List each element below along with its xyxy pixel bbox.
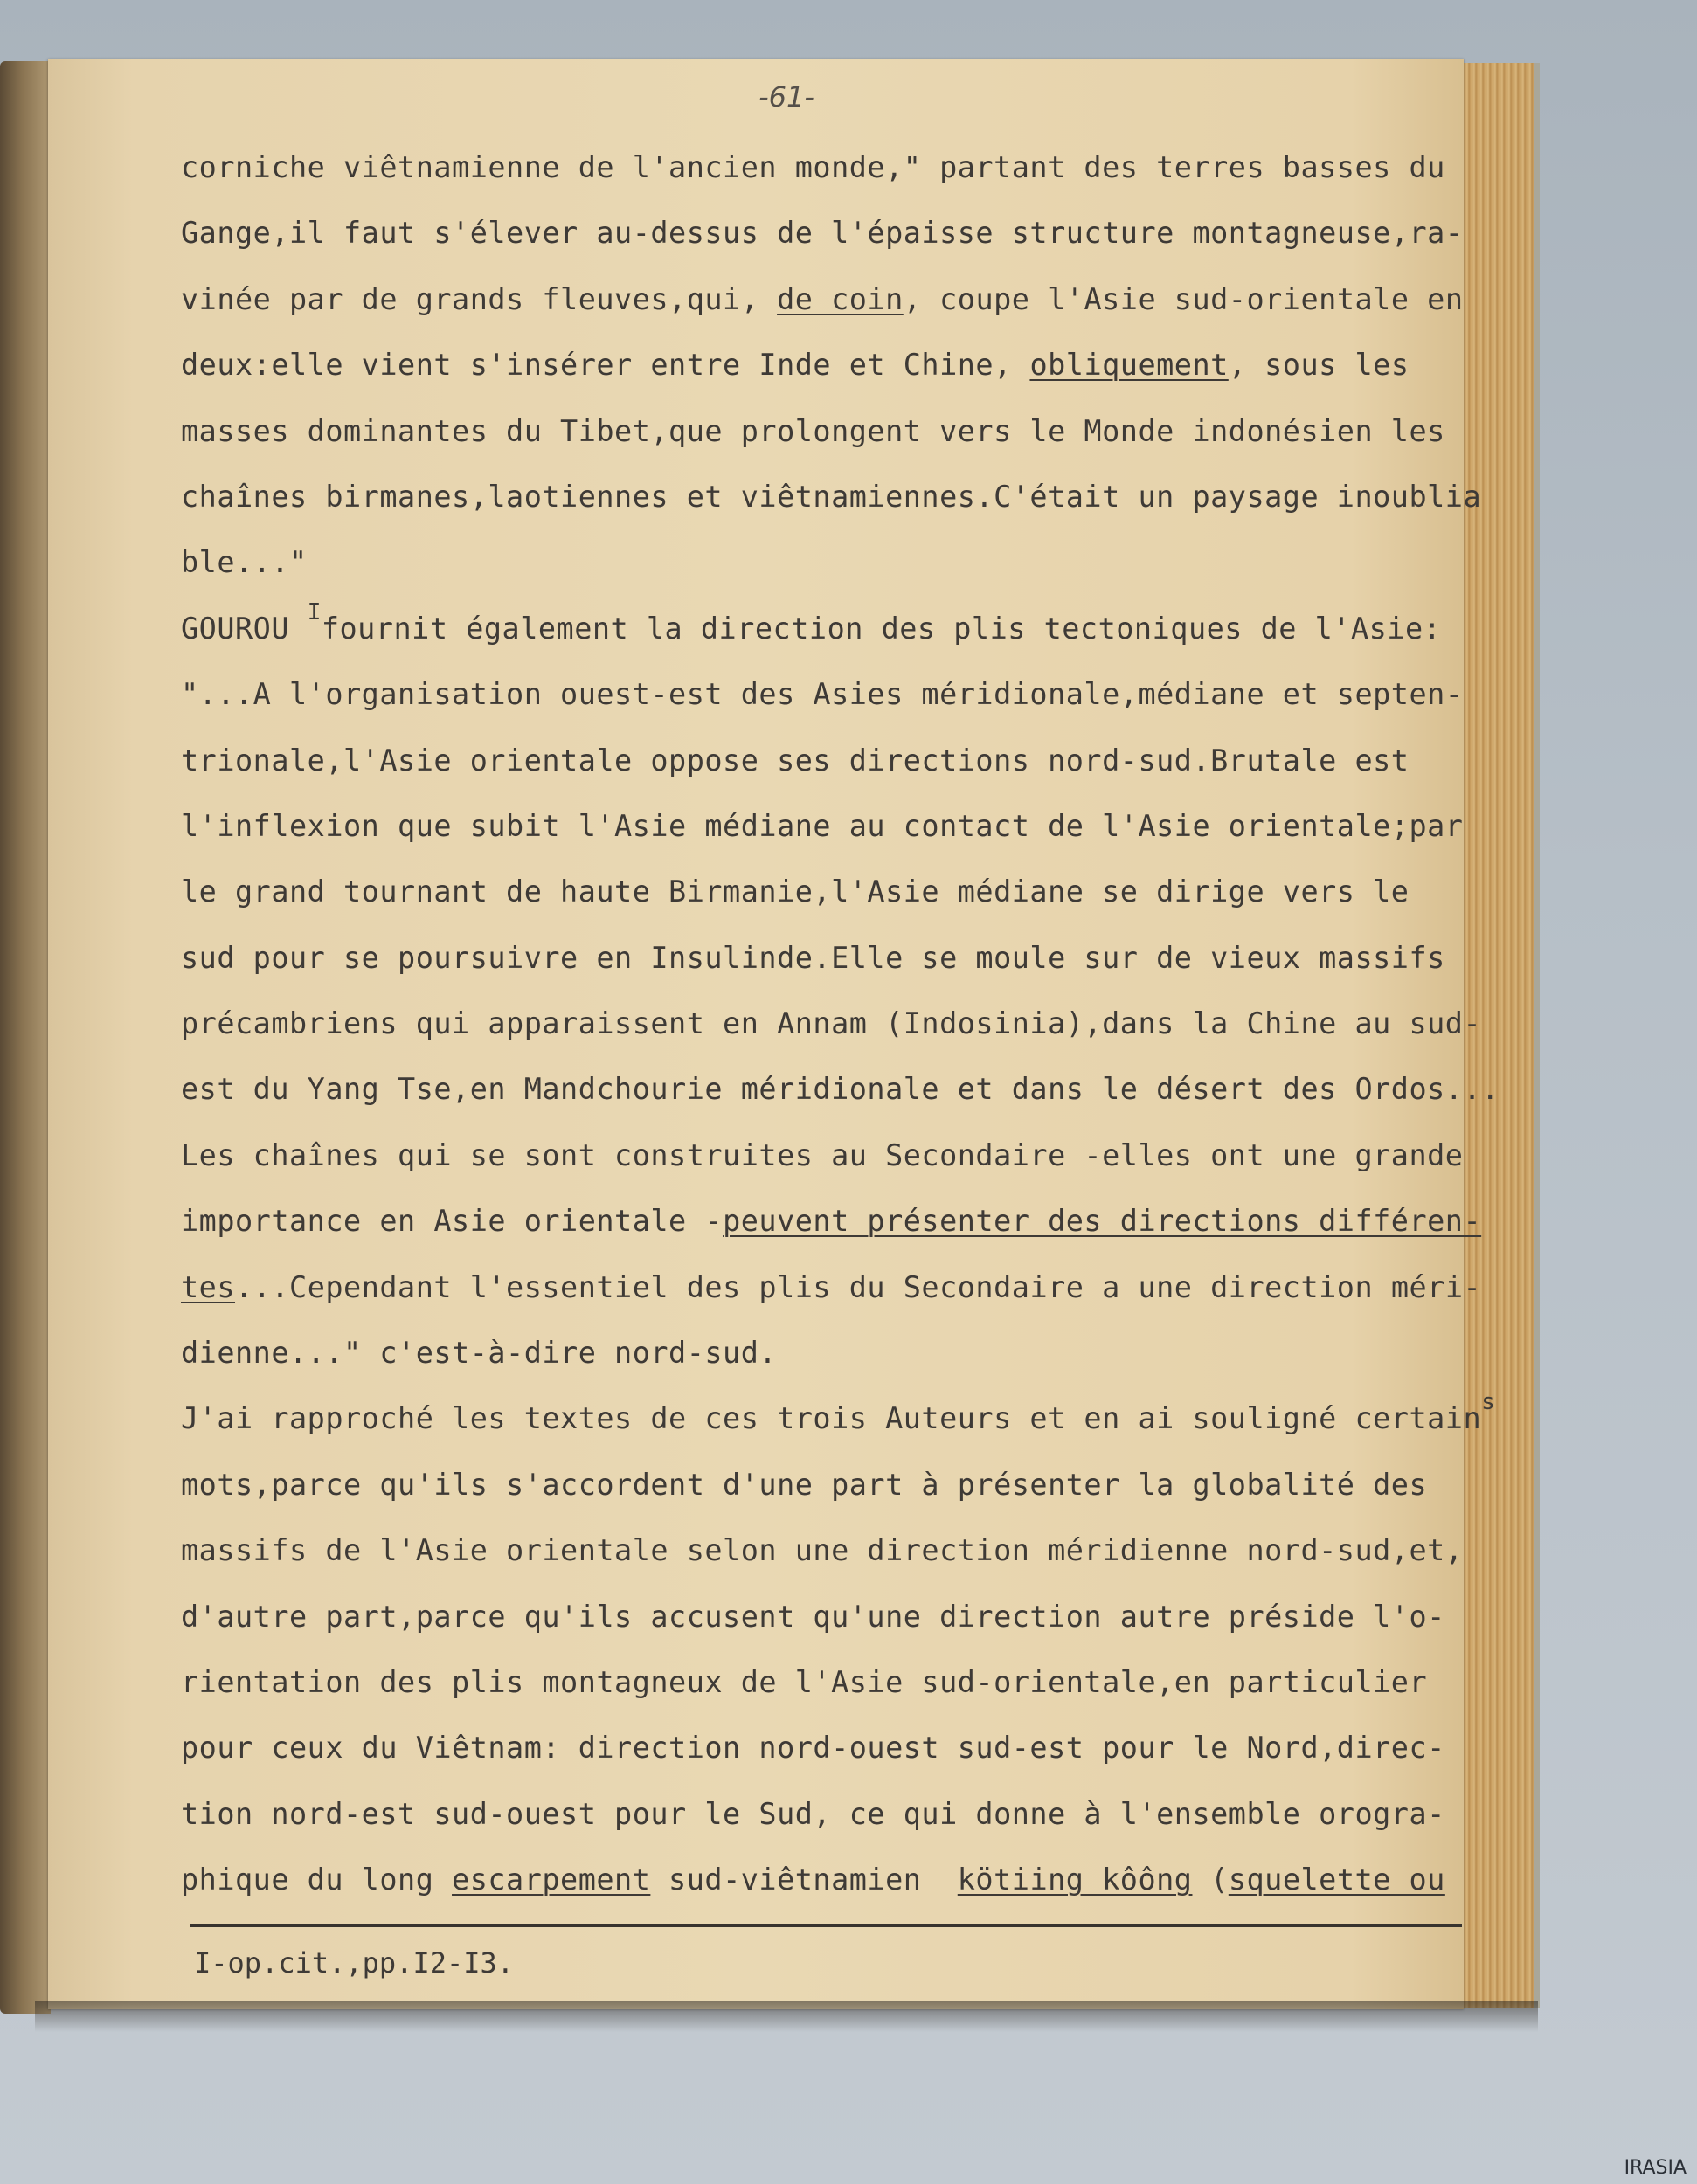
underlined-phrase: tes (181, 1269, 236, 1304)
underlined-phrase: escarpement (452, 1863, 651, 1897)
text-line: GOUROU $^I$fournit également la direction des plis tectoniques de l'Asie: (181, 598, 1442, 646)
text-line: tion nord-est sud-ouest pour le Sud, ce qui donne à l'ensemble orogra- (181, 1796, 1445, 1831)
text-line: précambriens qui apparaissent en Annam (Indosinia),dans la Chine au sud- (181, 1006, 1482, 1041)
text-line: masses dominantes du Tibet,que prolongent vers le Monde indonésien les (181, 413, 1445, 448)
text-line: importance en Asie orientale -peuvent présenter des directions différen- (181, 1204, 1482, 1239)
footnote-rule (190, 1924, 1462, 1927)
underlined-phrase: kötiing kôông (957, 1863, 1193, 1897)
text-line: trionale,l'Asie orientale oppose ses directions nord-sud.Brutale est (181, 743, 1410, 778)
text-line: massifs de l'Asie orientale selon une direction méridienne nord-sud,et, (181, 1533, 1464, 1568)
text-line: tes...Cependant l'essentiel des plis du Secondaire a une direction méri- (181, 1269, 1482, 1304)
text-line: rientation des plis montagneux de l'Asie sud-orientale,en particulier (181, 1664, 1428, 1699)
underlined-phrase: de coin (777, 281, 904, 316)
underlined-phrase: obliquement (1029, 348, 1229, 383)
text-line: sud pour se poursuivre en Insulinde.Elle se moule sur de vieux massifs (181, 940, 1445, 975)
text-line: mots,parce qu'ils s'accordent d'une part à présenter la globalité des (181, 1467, 1428, 1502)
text-line: ble..." (181, 545, 308, 580)
text-line: pour ceux du Viêtnam: direction nord-ouest sud-est pour le Nord,direc- (181, 1731, 1445, 1766)
page-number: -61- (758, 80, 814, 114)
book-shadow (35, 2001, 1538, 2032)
footnote: I-op.cit.,pp.I2-I3. (194, 1946, 515, 1980)
footnote-marker: I (307, 598, 322, 625)
text-line: "...A l'organisation ouest-est des Asies méridionale,médiane et septen- (181, 677, 1464, 712)
text-line: Les chaînes qui se sont construites au Secondaire -elles ont une grande (181, 1137, 1464, 1172)
book-cover-edge (0, 61, 51, 2014)
text-line: est du Yang Tse,en Mandchourie méridionale et dans le désert des Ordos... (181, 1072, 1500, 1107)
text-line: phique du long escarpement sud-viêtnamien kötiing kôông (squelette ou (181, 1863, 1445, 1897)
underlined-phrase: squelette ou (1228, 1863, 1445, 1897)
text-line: corniche viêtnamienne de l'ancien monde," partant des terres basses du (181, 150, 1445, 184)
text-line: deux:elle vient s'insérer entre Inde et Chine, obliquement, sous les (181, 348, 1410, 383)
watermark: IRASIA (1624, 2157, 1687, 2179)
text-line: vinée par de grands fleuves,qui, de coin, coupe l'Asie sud-orientale en (181, 281, 1464, 316)
text-line: dienne..." c'est-à-dire nord-sud. (181, 1336, 778, 1371)
typewritten-text (181, 147, 1500, 1925)
underlined-phrase: peuvent présenter des directions différen- (723, 1204, 1482, 1239)
handwritten-correction: s (1481, 1389, 1496, 1416)
text-line: chaînes birmanes,laotiennes et viêtnamiennes.C'était un paysage inoublia (181, 479, 1482, 514)
text-line: l'inflexion que subit l'Asie médiane au contact de l'Asie orientale;par (181, 808, 1464, 843)
text-line: J'ai rapproché les textes de ces trois Auteurs et en ai souligné certain$^s$ (181, 1389, 1496, 1436)
text-line: d'autre part,parce qu'ils accusent qu'une direction autre préside l'o- (181, 1599, 1445, 1634)
text-line: Gange,il faut s'élever au-dessus de l'épaisse structure montagneuse,ra- (181, 216, 1464, 251)
text-line: le grand tournant de haute Birmanie,l'Asie médiane se dirige vers le (181, 874, 1410, 909)
